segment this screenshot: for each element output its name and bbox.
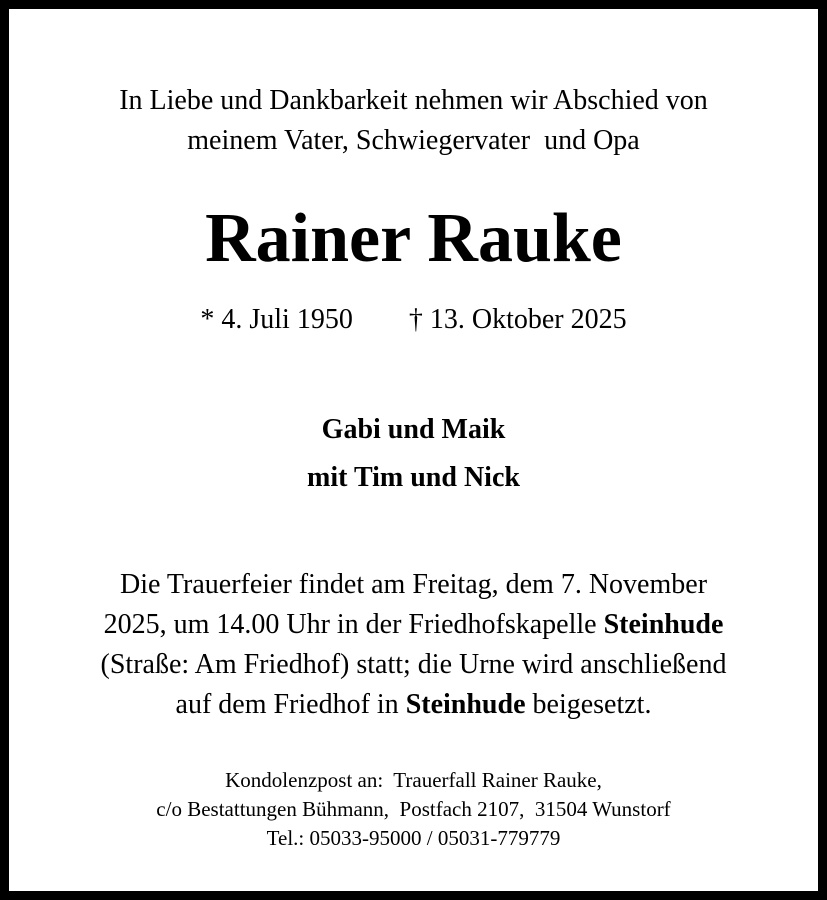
service-line-1: Die Trauerfeier findet am Freitag, dem 7. November [119, 569, 708, 600]
location-highlight: Steinhude [603, 609, 724, 640]
contact-line-1: Kondolenzpost an: Trauerfall Rainer Rauke, [225, 768, 602, 792]
service-line-4-end: beigesetzt. [525, 689, 652, 720]
intro-line-1: In Liebe und Dankbarkeit nehmen wir Abschied von [119, 85, 708, 116]
contact-line-2: c/o Bestattungen Bühmann, Postfach 2107, 31504 Wunstorf [156, 797, 671, 821]
death-date: † 13. Oktober 2025 [408, 304, 627, 335]
family-line-2: mit Tim und Nick [307, 462, 520, 493]
contact-line-3: Tel.: 05033-95000 / 05031-779779 [266, 826, 561, 850]
family-line-1: Gabi und Maik [321, 414, 506, 445]
service-line-4-text: auf dem Friedhof in [175, 689, 406, 720]
service-line-4 [9, 685, 818, 725]
service-line-2-text: 2025, um 14.00 Uhr in der Friedhofskapelle [103, 609, 604, 640]
birth-date: * 4. Juli 1950 [200, 304, 353, 335]
life-dates [9, 302, 818, 338]
deceased-name: Rainer Rauke [205, 200, 622, 277]
service-line-2 [9, 605, 818, 645]
location-highlight: Steinhude [405, 689, 526, 720]
intro-line-2: meinem Vater, Schwiegervater und Opa [187, 125, 640, 156]
service-line-3: (Straße: Am Friedhof) statt; die Urne wird anschließend [100, 649, 727, 680]
